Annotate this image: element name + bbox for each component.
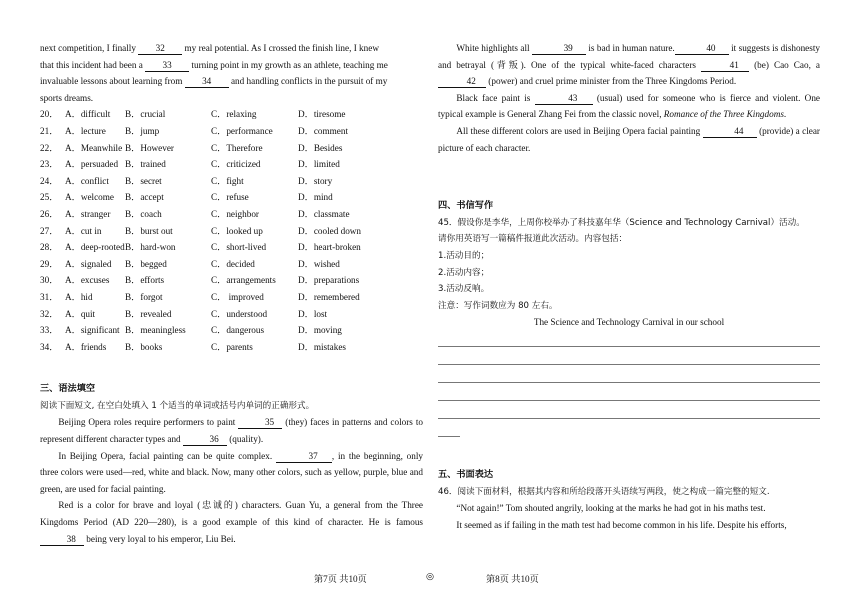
- question-number: 30．: [40, 275, 59, 286]
- footer-symbol: ◎: [426, 571, 435, 581]
- option-c[interactable]: C．looked up: [211, 225, 263, 236]
- blank-41[interactable]: 41: [701, 60, 749, 72]
- option-c[interactable]: C．relaxing: [211, 109, 257, 120]
- q45-item: 3.活动反响。: [438, 284, 490, 295]
- option-row: [40, 189, 423, 206]
- blank-32[interactable]: 32: [138, 43, 182, 55]
- cloze-tail-last: sports dreams.: [40, 92, 94, 103]
- option-b[interactable]: B．books: [125, 341, 163, 352]
- option-a[interactable]: A．quit: [65, 308, 96, 319]
- blank-42[interactable]: 42: [438, 76, 486, 88]
- blank-33[interactable]: 33: [145, 60, 189, 72]
- option-d[interactable]: D．comment: [298, 125, 349, 136]
- option-b[interactable]: B．accept: [125, 192, 164, 203]
- option-a[interactable]: A．cut in: [65, 225, 102, 236]
- question-number: 25．: [40, 192, 59, 203]
- option-c[interactable]: C．Therefore: [211, 142, 263, 153]
- section3-instructions: 阅读下面短文, 在空白处填入 1 个适当的单词或括号内单词的正确形式。: [40, 400, 315, 411]
- writing-line[interactable]: [438, 401, 820, 419]
- grammar-paragraph-3: Red is a color for brave and loyal (忠诚的) characters. Guan Yu, a general from the Three Kingdoms Period (AD 220—280), is a good example of this kind of character. He is famous 38 being very loyal to his emperor, Liu Bei.: [40, 500, 423, 544]
- option-c[interactable]: C．performance: [211, 125, 273, 136]
- section4-title: 四、书信写作: [438, 200, 494, 212]
- option-c[interactable]: C．fight: [211, 175, 244, 186]
- section5-title: 五、书面表达: [438, 468, 494, 480]
- option-a[interactable]: A．stranger: [65, 208, 111, 219]
- blank-38[interactable]: 38: [40, 534, 84, 546]
- option-row: [40, 223, 423, 240]
- q46-paragraph-2: It seemed as if failing in the math test had become common in his life. Despite his efforts,: [456, 519, 787, 530]
- option-row: [40, 339, 423, 356]
- blank-37[interactable]: 37: [276, 451, 332, 463]
- option-row: [40, 156, 423, 173]
- option-row: [40, 256, 423, 273]
- option-row: [40, 306, 423, 323]
- option-row: [40, 173, 423, 190]
- q46-paragraph-1: “Not again!” Tom shouted angrily, looking at the marks he had got in his maths test.: [456, 503, 766, 514]
- option-row: [40, 239, 423, 256]
- option-a[interactable]: A．friends: [65, 341, 107, 352]
- option-b[interactable]: B．crucial: [125, 109, 166, 120]
- option-b[interactable]: B．jump: [125, 125, 160, 136]
- q45-item: 2.活动内容；: [438, 267, 490, 278]
- option-b[interactable]: B．forgot: [125, 291, 163, 302]
- option-b[interactable]: B．hard-won: [125, 242, 176, 253]
- blank-34[interactable]: 34: [185, 76, 229, 88]
- writing-lines[interactable]: [438, 329, 820, 437]
- option-b[interactable]: B．begged: [125, 258, 167, 269]
- option-c[interactable]: C．short-lived: [211, 242, 267, 253]
- blank-36[interactable]: 36: [183, 434, 227, 446]
- option-a[interactable]: A．hid: [65, 291, 93, 302]
- question-number: 32．: [40, 308, 59, 319]
- q45-note: 注意：写作词数应为 80 左右。: [438, 300, 558, 311]
- option-d[interactable]: D．tiresome: [298, 109, 346, 120]
- grammar-paragraph-2: In Beijing Opera, facial painting can be quite complex. 37 , in the beginning, only three colors were used—red, white and black. Now, many other colors, such as yellow, purple, blue and green, are used for facial painting.: [40, 450, 423, 494]
- option-b[interactable]: B．meaningless: [125, 325, 186, 336]
- option-d[interactable]: D．lost: [298, 308, 328, 319]
- option-c[interactable]: C．neighbor: [211, 208, 259, 219]
- question-number: 20．: [40, 109, 59, 120]
- q45-prompt-line1: 45．假设你是李华，上周你校举办了科技嘉年华（Science and Technology Carnival）活动。: [438, 217, 805, 228]
- question-number: 28．: [40, 242, 59, 253]
- option-row: [40, 123, 423, 140]
- option-d[interactable]: D．Besides: [298, 142, 343, 153]
- option-d[interactable]: D．remembered: [298, 291, 360, 302]
- q45-items: [438, 248, 820, 298]
- q45-prompt-line2: 请你用英语写一篇稿件报道此次活动。内容包括：: [438, 234, 628, 245]
- grammar-paragraph-6: All these different colors are used in Beijing Opera facial painting 44 (provide) a clear picture of each character.: [438, 125, 820, 153]
- option-a[interactable]: A．persuaded: [65, 159, 119, 170]
- section3-title: 三、语法填空: [40, 383, 96, 395]
- option-d[interactable]: D．heart-broken: [298, 242, 361, 253]
- blank-43[interactable]: 43: [535, 93, 593, 105]
- cloze-passage-tail: [40, 40, 423, 90]
- question-number: 27．: [40, 225, 59, 236]
- cloze-options: [40, 106, 423, 355]
- option-b[interactable]: B．efforts: [125, 275, 165, 286]
- option-c[interactable]: C．parents: [211, 341, 253, 352]
- option-a[interactable]: A．deep-rooted: [65, 242, 125, 253]
- option-a[interactable]: A．signaled: [65, 258, 112, 269]
- question-number: 22．: [40, 142, 59, 153]
- blank-35[interactable]: 35: [238, 417, 282, 429]
- grammar-paragraph-4: White highlights all 39 is bad in human nature. 40 it suggests is dishonesty and betrayal (背叛). One of the typical white-faced characters 41 (be) Cao Cao, a 42 (power) and cruel prime minister from the Three Kingdoms Period.: [438, 43, 821, 87]
- option-d[interactable]: D．classmate: [298, 208, 350, 219]
- question-number: 26．: [40, 208, 59, 219]
- cloze-line: next competition, I finally 32 my real potential. As I crossed the finish line, I knew: [40, 43, 379, 53]
- option-a[interactable]: A．lecture: [65, 125, 106, 136]
- option-row: [40, 106, 423, 123]
- option-row: [40, 289, 423, 306]
- page-number-left: 第7页 共10页: [314, 574, 367, 584]
- writing-line[interactable]: [438, 329, 820, 347]
- option-row: [40, 140, 423, 157]
- option-b[interactable]: B．secret: [125, 175, 162, 186]
- question-number: 33．: [40, 325, 59, 336]
- question-number: 31．: [40, 291, 59, 302]
- writing-line[interactable]: [438, 419, 460, 437]
- option-c[interactable]: C．understood: [211, 308, 268, 319]
- page-number-right: 第8页 共10页: [486, 574, 539, 584]
- writing-line[interactable]: [438, 365, 820, 383]
- option-d[interactable]: D．cooled down: [298, 225, 362, 236]
- blank-40[interactable]: 40: [675, 43, 729, 55]
- right-column: [438, 40, 820, 533]
- grammar-paragraph-1: Beijing Opera roles require performers to paint 35 (they) faces in patterns and colors to represent different character types and 36 (quality).: [40, 417, 423, 445]
- question-number: 34．: [40, 341, 59, 352]
- book-title: Romance of the Three Kingdoms: [663, 109, 784, 120]
- option-a[interactable]: A．conflict: [65, 175, 109, 186]
- option-d[interactable]: D．story: [298, 175, 333, 186]
- option-b[interactable]: B．trained: [125, 159, 166, 170]
- option-c[interactable]: C．refuse: [211, 192, 249, 203]
- option-a[interactable]: A．difficult: [65, 109, 111, 120]
- option-row: [40, 206, 423, 223]
- option-row: [40, 272, 423, 289]
- q45-item: 1.活动目的；: [438, 250, 490, 261]
- option-d[interactable]: D．mistakes: [298, 341, 346, 352]
- option-c[interactable]: C．dangerous: [211, 325, 265, 336]
- option-d[interactable]: D．preparations: [298, 275, 360, 286]
- option-b[interactable]: B．coach: [125, 208, 162, 219]
- question-number: 24．: [40, 175, 59, 186]
- blank-44[interactable]: 44: [703, 126, 757, 138]
- option-a[interactable]: A．welcome: [65, 192, 114, 203]
- option-b[interactable]: B．revealed: [125, 308, 172, 319]
- writing-line[interactable]: [438, 383, 820, 401]
- essay-title: The Science and Technology Carnival in our school: [533, 317, 725, 328]
- question-number: 21．: [40, 125, 59, 136]
- blank-39[interactable]: 39: [532, 43, 586, 55]
- cloze-line: invaluable lessons about learning from 34 and handling conflicts in the pursuit of my: [40, 76, 388, 87]
- question-number: 23．: [40, 159, 59, 170]
- option-c[interactable]: C．decided: [211, 258, 255, 269]
- option-b[interactable]: B．burst out: [125, 225, 173, 236]
- option-c[interactable]: C．arrangements: [211, 275, 276, 286]
- option-d[interactable]: D．mind: [298, 192, 333, 203]
- option-d[interactable]: D．wished: [298, 258, 340, 269]
- option-b[interactable]: B．However: [125, 142, 174, 153]
- option-a[interactable]: A．Meanwhile: [65, 142, 123, 153]
- option-c[interactable]: C． improved: [211, 291, 264, 302]
- option-a[interactable]: A．significant: [65, 325, 120, 336]
- cloze-line: that this incident had been a 33 turning point in my growth as an athlete, teaching me: [40, 59, 388, 70]
- question-number: 29．: [40, 258, 59, 269]
- option-c[interactable]: C．criticized: [211, 159, 261, 170]
- left-column: [40, 40, 423, 547]
- option-a[interactable]: A．excuses: [65, 275, 110, 286]
- writing-line[interactable]: [438, 347, 820, 365]
- option-d[interactable]: D．moving: [298, 325, 342, 336]
- option-d[interactable]: D．limited: [298, 159, 340, 170]
- option-row: [40, 322, 423, 339]
- grammar-paragraph-5: Black face paint is 43 (usual) used for someone who is fierce and violent. One typical example is General Zhang Fei from the classic novel, Romance of the Three Kingdoms.: [438, 92, 820, 120]
- q46-prompt: 46．阅读下面材料，根据其内容和所给段落开头语续写两段，使之构成一篇完整的短文.: [438, 486, 770, 497]
